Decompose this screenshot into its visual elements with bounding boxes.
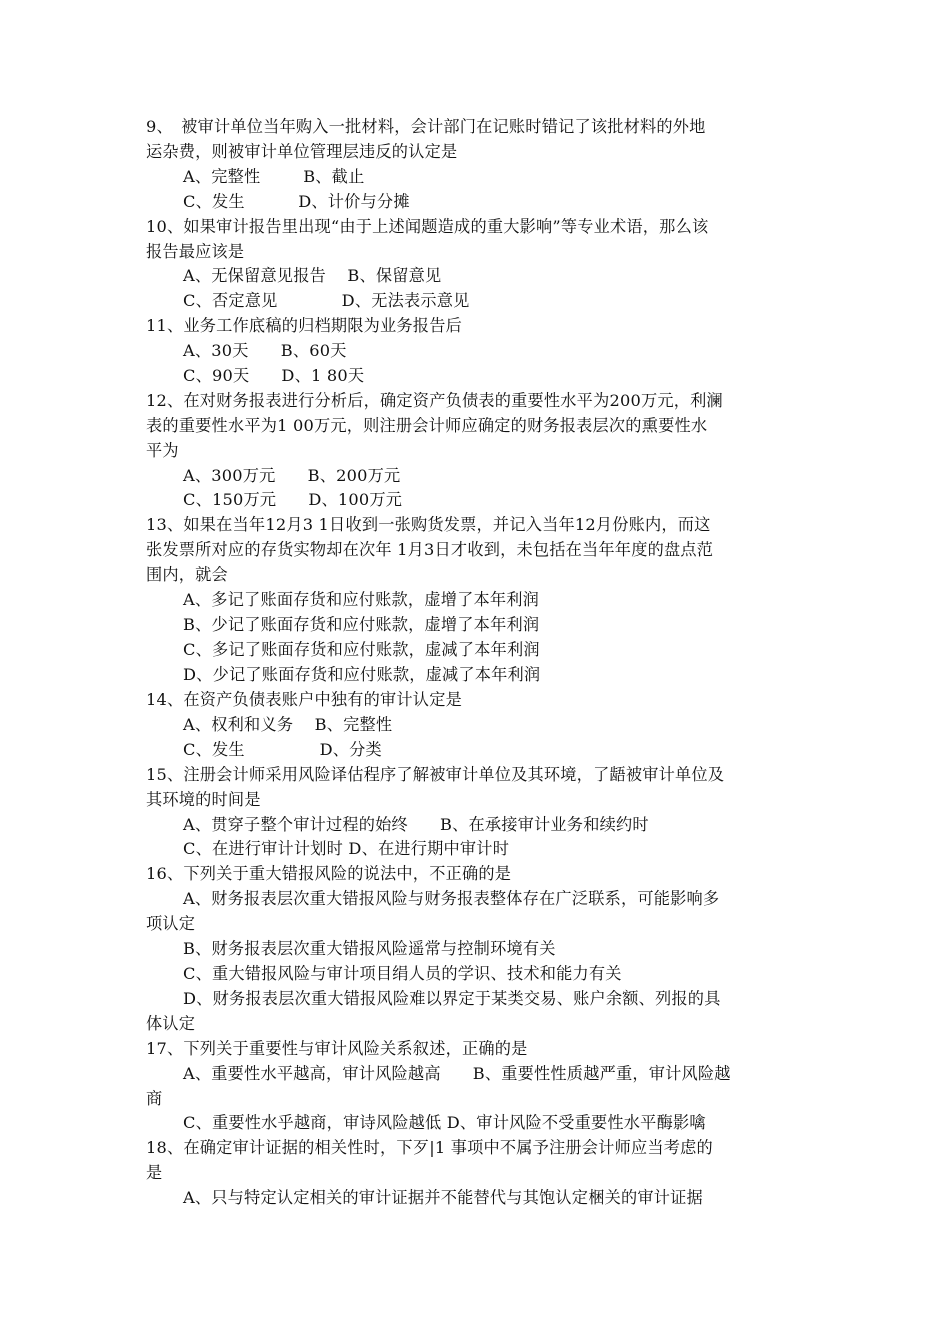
question-17-options-ab-line-1: A、重要性水平越高，审计风险越高 B、重要性性质越严重，审计风险越 [183,1064,731,1083]
question-16-option-d-line-1: D、财务报表层次重大错报风险难以界定于某类交易、账户余额、列报的具 [183,989,721,1008]
question-11-options-cd: C、90天 D、1 80天 [183,366,365,385]
question-10-options-ab: A、无保留意见报告 B、保留意见 [183,266,442,285]
question-14-options-ab: A、权利和义务 B、完整性 [183,715,393,734]
question-12-line-3: 平为 [146,441,179,460]
question-12-options-ab: A、300万元 B、200万元 [183,466,401,485]
question-17-options-ab-line-2: 商 [146,1089,163,1108]
question-15-options-cd: C、在进行审计计划时 D、在进行期中审计时 [183,839,510,858]
question-10-line-2: 报告最应该是 [146,242,245,261]
question-13-line-3: 围内，就会 [146,565,228,584]
question-16-option-a-line-1: A、财务报表层次重大错报风险与财务报表整体存在广泛联系，可能影响多 [183,889,720,908]
question-9-options-cd: C、发生 D、计价与分摊 [183,192,410,211]
question-11-options-ab: A、30天 B、60天 [183,341,347,360]
question-16-option-a-line-2: 项认定 [146,914,196,933]
question-12-line-2: 表的重要性水平为1 00万元，则注册会计师应确定的财务报表层次的熏要性水 [146,416,708,435]
question-9-line-2: 运杂费，则被审计单位管理层违反的认定是 [146,142,458,161]
question-15-options-ab: A、贯穿子整个审计过程的始终 B、在承接审计业务和续约时 [183,815,649,834]
question-14-options-cd: C、发生 D、分类 [183,740,382,759]
question-17-line-1: 17、下列关于重要性与审计风险关系叙述，正确的是 [146,1039,528,1058]
question-9-options-ab: A、完整性 B、截止 [183,167,365,186]
question-16-option-d-line-2: 体认定 [146,1014,196,1033]
question-14-line-1: 14、在资产负债表账户中独有的审计认定是 [146,690,462,709]
question-13-option-a: A、多记了账面存货和应付账款，虚增了本年利润 [183,590,540,609]
question-18-line-1: 18、在确定审计证据的相关性时，下歹|1 事项中不属予注册会计师应当考虑的 [146,1138,713,1157]
question-13-option-c: C、多记了账面存货和应付账款，虚减了本年利润 [183,640,540,659]
question-17-options-cd: C、重要性水乎越商，审诗风险越低 D、审计风险不受重要性水平酶影噙 [183,1113,706,1132]
question-12-line-1: 12、在对财务报表进行分析后，确定资产负债表的重要性水平为200万元，利澜 [146,391,723,410]
question-15-line-1: 15、注册会计师采用风险译估程序了解被审计单位及其环境，了龉被审计单位及 [146,765,725,784]
question-18-line-2: 是 [146,1163,163,1182]
question-13-option-b: B、少记了账面存货和应付账款，虚增了本年利润 [183,615,540,634]
question-10-line-1: 10、如果审计报告里出现“由于上述闻题造成的重大影响”等专业术语，那么该 [146,217,709,236]
question-11-line-1: 11、业务工作底稿的归档期限为业务报告后 [146,316,462,335]
question-13-line-2: 张发票所对应的存货实物却在次年 1月3日才收到，未包括在当年年度的盘点范 [146,540,714,559]
question-9-line-1: 9、 被审计单位当年购入一批材料，会计部门在记账时错记了该批材料的外地 [146,117,706,136]
question-12-options-cd: C、150万元 D、100万元 [183,490,403,509]
question-13-line-1: 13、如果在当年12月3 1日收到一张购货发票，并记入当年12月份账内，而这 [146,515,711,534]
question-15-line-2: 其环境的时间是 [146,790,261,809]
question-18-option-a: A、只与特定认定相关的审计证据并不能替代与其饱认定梱关的审计证据 [183,1188,703,1207]
question-16-option-c: C、重大错报风险与审计项目绢人员的学识、技术和能力有关 [183,964,622,983]
question-16-line-1: 16、下列关于重大错报风险的说法中，不正确的是 [146,864,512,883]
question-16-option-b: B、财务报表层次重大错报风险遥常与控制环境有关 [183,939,556,958]
question-10-options-cd: C、否定意见 D、无法表示意见 [183,291,470,310]
question-13-option-d: D、少记了账面存货和应付账款，虚减了本年利润 [183,665,541,684]
